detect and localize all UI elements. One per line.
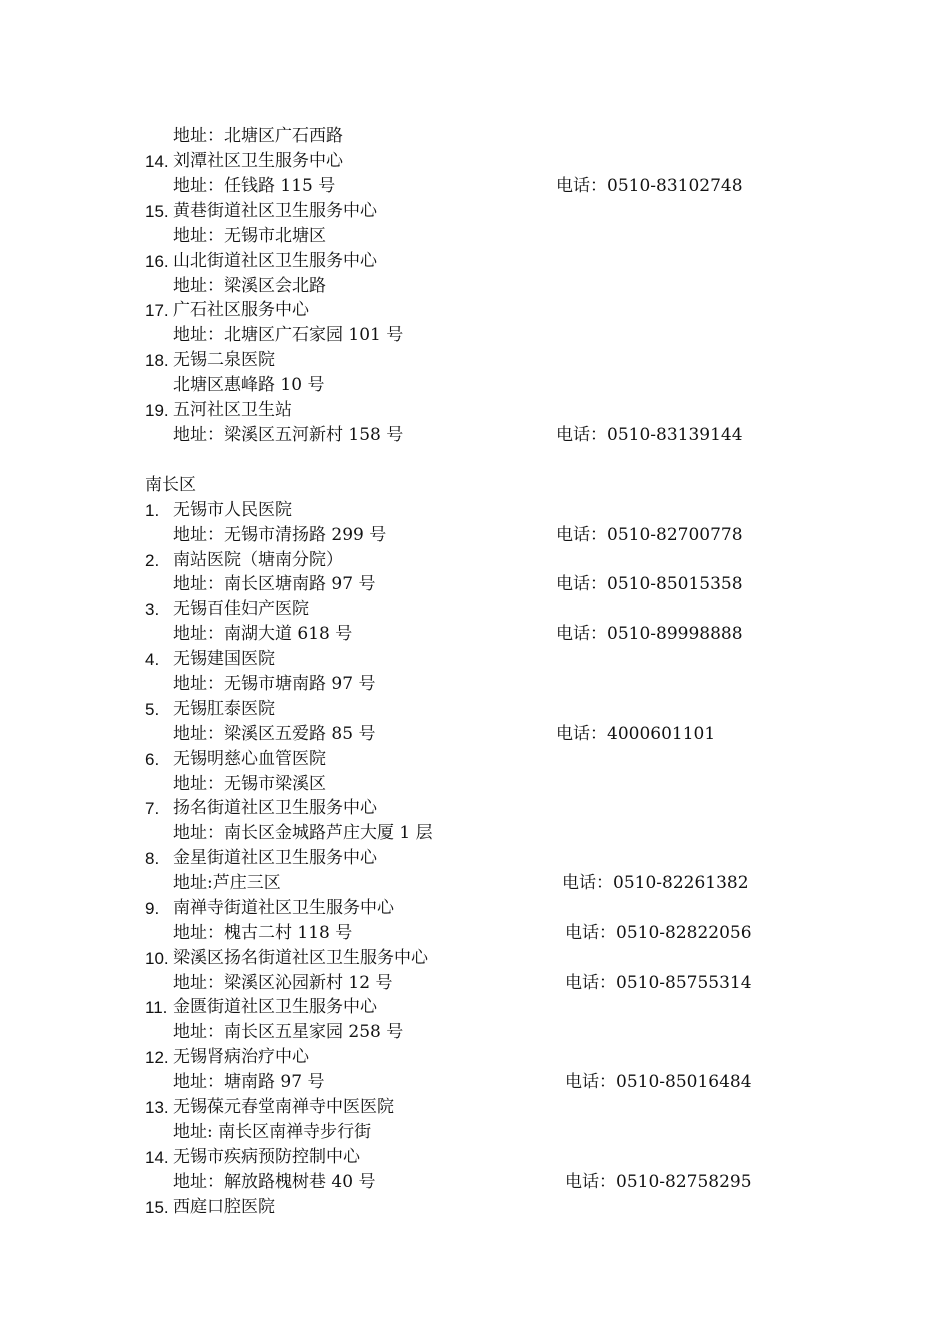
entry-phone: 电话：0510-85016484	[565, 1072, 752, 1092]
entry-name: 无锡建国医院	[173, 649, 275, 669]
entry-phone: 电话：0510-82822056	[565, 923, 752, 943]
entry-address: 地址：梁溪区五爱路 85 号	[173, 724, 376, 744]
entry-address: 地址：北塘区广石西路	[173, 126, 343, 146]
entry-name: 金匮街道社区卫生服务中心	[173, 997, 377, 1017]
entry-name: 南禅寺街道社区卫生服务中心	[173, 898, 394, 918]
entry-address: 地址：槐古二村 118 号	[173, 923, 353, 943]
entry-name: 无锡葆元春堂南禅寺中医医院	[173, 1097, 394, 1117]
section-heading: 南长区	[145, 475, 196, 495]
entry-phone: 电话：0510-89998888	[556, 624, 743, 644]
entry-name: 黄巷街道社区卫生服务中心	[173, 201, 377, 221]
entry-phone: 电话：0510-85015358	[556, 574, 743, 594]
entry-address: 地址：南长区塘南路 97 号	[173, 574, 376, 594]
entry-number: 1.	[145, 501, 160, 520]
entry-phone: 电话：0510-83102748	[556, 176, 743, 196]
entry-address: 地址：无锡市北塘区	[173, 226, 326, 246]
entry-address: 地址：梁溪区会北路	[173, 276, 326, 296]
entry-name: 南站医院（塘南分院）	[173, 550, 343, 570]
entry-number: 15.	[145, 202, 169, 221]
entry-number: 17.	[145, 301, 169, 320]
entry-phone: 电话：0510-82261382	[562, 873, 749, 893]
entry-name: 无锡市人民医院	[173, 500, 292, 520]
entry-number: 6.	[145, 750, 160, 769]
entry-name: 金星街道社区卫生服务中心	[173, 848, 377, 868]
entry-number: 14.	[145, 152, 169, 171]
entry-address: 地址：梁溪区五河新村 158 号	[173, 425, 404, 445]
entry-address: 地址：南长区金城路芦庄大厦 1 层	[173, 823, 433, 843]
entry-name: 无锡肛泰医院	[173, 699, 275, 719]
entry-address: 地址：梁溪区沁园新村 12 号	[173, 973, 393, 993]
entry-address: 地址：无锡市梁溪区	[173, 774, 326, 794]
entry-phone: 电话：0510-83139144	[556, 425, 743, 445]
entry-name: 无锡百佳妇产医院	[173, 599, 309, 619]
entry-number: 3.	[145, 600, 160, 619]
entry-name: 广石社区服务中心	[173, 300, 309, 320]
entry-name: 无锡市疾病预防控制中心	[173, 1147, 360, 1167]
entry-address: 地址：塘南路 97 号	[173, 1072, 325, 1092]
entry-number: 19.	[145, 401, 169, 420]
entry-number: 18.	[145, 351, 169, 370]
entry-number: 11.	[145, 998, 168, 1017]
entry-address: 地址：南湖大道 618 号	[173, 624, 353, 644]
entry-name: 刘潭社区卫生服务中心	[173, 151, 343, 171]
entry-number: 9.	[145, 899, 160, 918]
entry-phone: 电话：0510-82758295	[565, 1172, 752, 1192]
entry-address: 地址: 南长区南禅寺步行街	[173, 1122, 372, 1142]
entry-name: 山北街道社区卫生服务中心	[173, 251, 377, 271]
entry-number: 12.	[145, 1048, 169, 1067]
entry-number: 2.	[145, 551, 160, 570]
entry-phone: 电话：0510-82700778	[556, 525, 743, 545]
entry-address: 地址：解放路槐树巷 40 号	[173, 1172, 376, 1192]
entry-number: 8.	[145, 849, 160, 868]
entry-address: 地址:芦庄三区	[173, 873, 281, 893]
entry-number: 4.	[145, 650, 160, 669]
entry-name: 无锡明慈心血管医院	[173, 749, 326, 769]
entry-name: 西庭口腔医院	[173, 1197, 275, 1217]
entry-address: 北塘区惠峰路 10 号	[173, 375, 325, 395]
entry-name: 扬名街道社区卫生服务中心	[173, 798, 377, 818]
entry-phone: 电话：0510-85755314	[565, 973, 752, 993]
entry-address: 地址：北塘区广石家园 101 号	[173, 325, 404, 345]
entry-phone: 电话：4000601101	[556, 724, 716, 744]
entry-name: 无锡二泉医院	[173, 350, 275, 370]
entry-number: 5.	[145, 700, 160, 719]
entry-number: 10.	[145, 949, 169, 968]
entry-number: 7.	[145, 799, 160, 818]
entry-number: 14.	[145, 1148, 169, 1167]
entry-number: 15.	[145, 1198, 169, 1217]
entry-number: 16.	[145, 252, 169, 271]
entry-address: 地址：南长区五星家园 258 号	[173, 1022, 404, 1042]
entry-name: 梁溪区扬名街道社区卫生服务中心	[173, 948, 428, 968]
entry-address: 地址：无锡市塘南路 97 号	[173, 674, 376, 694]
entry-address: 地址：无锡市清扬路 299 号	[173, 525, 387, 545]
entry-address: 地址：任钱路 115 号	[173, 176, 336, 196]
entry-number: 13.	[145, 1098, 169, 1117]
entry-name: 五河社区卫生站	[173, 400, 292, 420]
entry-name: 无锡肾病治疗中心	[173, 1047, 309, 1067]
